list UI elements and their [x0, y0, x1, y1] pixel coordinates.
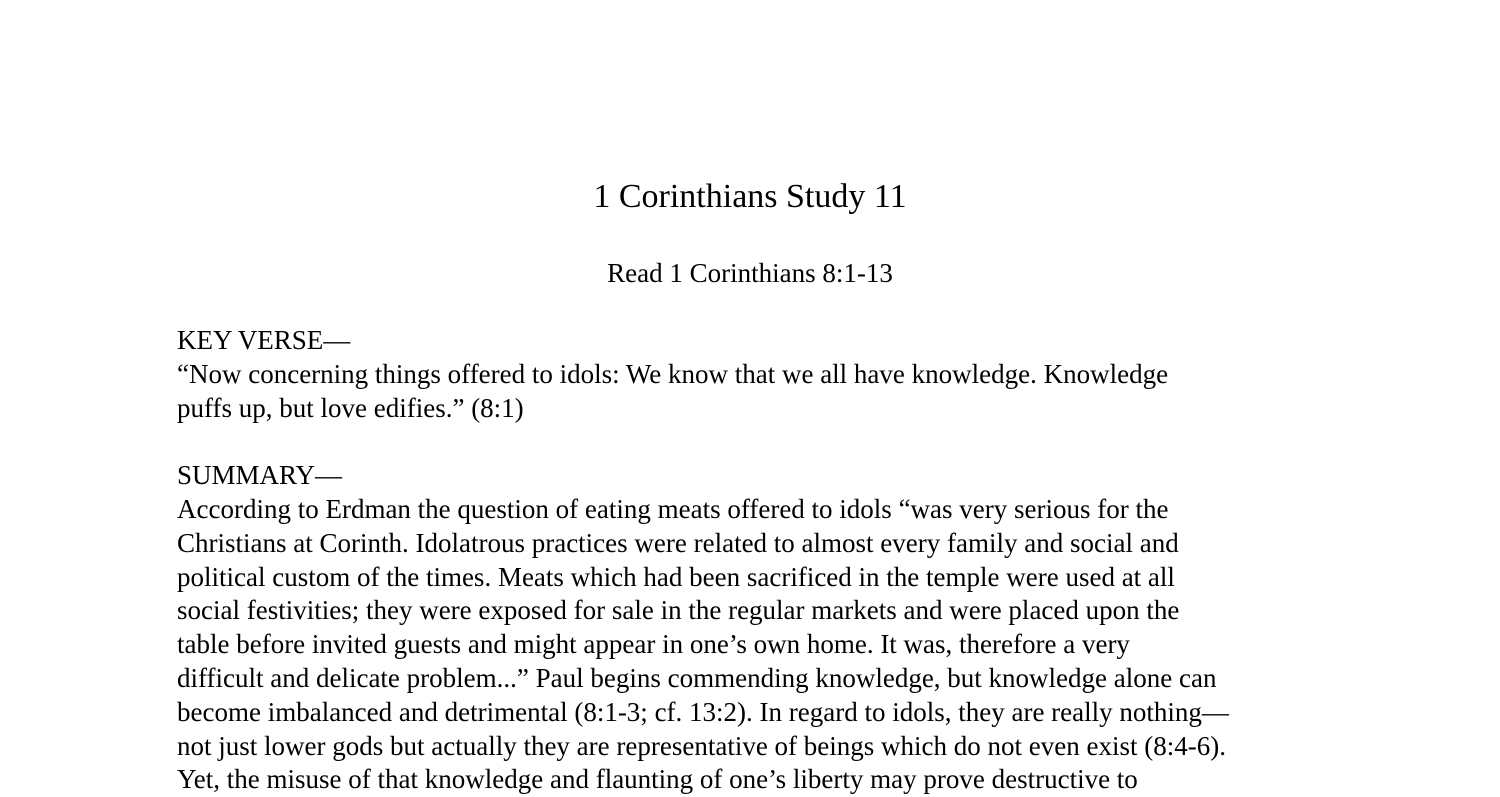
summary-line: According to Erdman the question of eating meats offered to idols “was very serious for the — [177, 493, 1169, 524]
summary-line: Christians at Corinth. Idolatrous practices were related to almost every family and social and — [177, 527, 1179, 558]
summary-line: table before invited guests and might appear in one’s own home. It was, therefore a very — [177, 629, 1130, 660]
paragraph-gap — [177, 425, 1229, 459]
key-verse-line: “Now concerning things offered to idols: We know that we all have knowledge. Knowledge — [177, 358, 1169, 389]
key-verse-heading: KEY VERSE— — [177, 325, 351, 355]
document-body — [177, 324, 1229, 797]
key-verse-line: puffs up, but love edifies.” (8:1) — [177, 392, 524, 423]
summary-line: not just lower gods but actually they are representative of beings which do not even exist (8:4-6). — [177, 730, 1226, 761]
summary-line: Yet, the misuse of that knowledge and flaunting of one’s liberty may prove destructive to — [177, 764, 1138, 795]
summary-line: political custom of the times. Meats which had been sacrificed in the temple were used at all — [177, 561, 1175, 592]
summary-line: difficult and delicate problem...” Paul begins commending knowledge, but knowledge alone can — [177, 662, 1217, 693]
document-title: 1 Corinthians Study 11 — [593, 178, 907, 215]
summary-line: social festivities; they were exposed for sale in the regular markets and were placed upon the — [177, 595, 1180, 626]
summary-line: become imbalanced and detrimental (8:1-3; cf. 13:2). In regard to idols, they are really nothing— — [177, 696, 1229, 727]
reading-reference: Read 1 Corinthians 8:1-13 — [607, 258, 893, 288]
summary-heading: SUMMARY— — [177, 460, 343, 491]
